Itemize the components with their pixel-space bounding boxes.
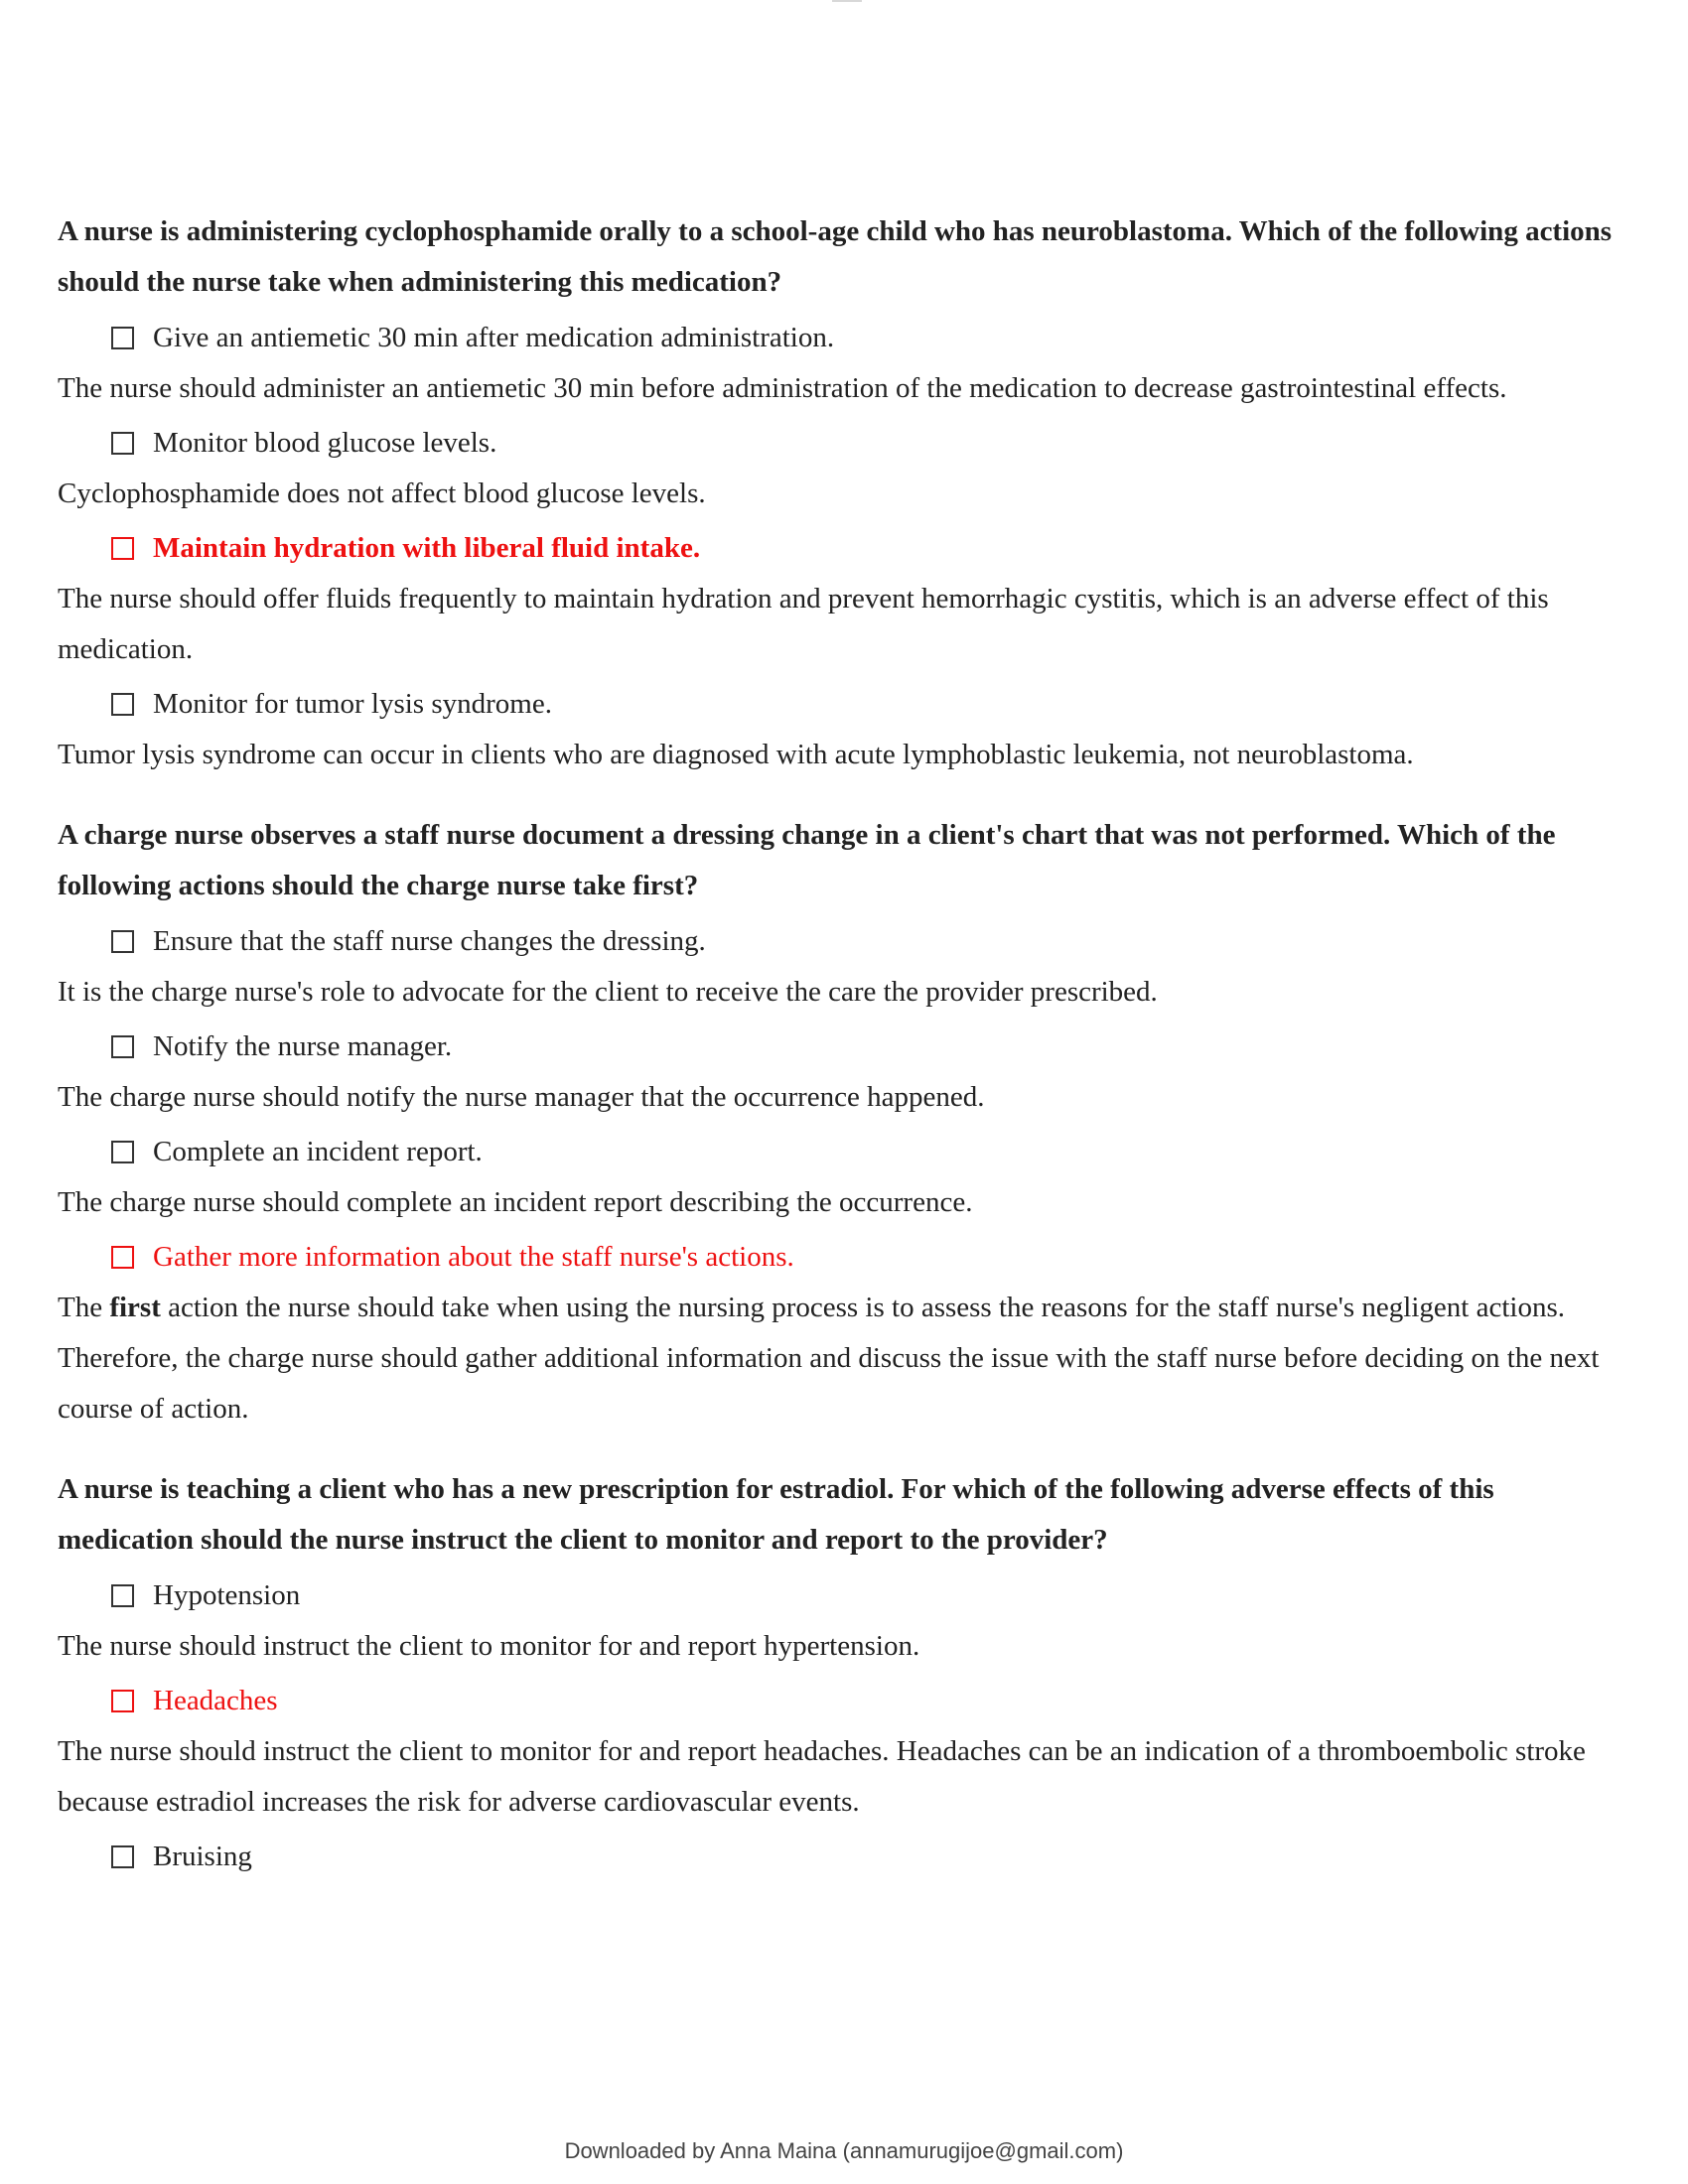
q1-option-2[interactable] — [111, 418, 1626, 469]
checkbox-icon[interactable] — [111, 1035, 134, 1058]
rationale-post: action the nurse should take when using the nursing process is to assess the reasons for the staff nurse's negligent actions. Therefore, the charge nurse should gather additional information and discuss the issue with the staff nurse before deciding on the next course of action. — [58, 1292, 1600, 1425]
question-3-text: A nurse is teaching a client who has a new prescription for estradiol. For which of the following adverse effects of this medication should the nurse instruct the client to monitor and report to the provider? — [58, 1473, 1494, 1556]
option-label: Maintain hydration with liberal fluid intake. — [153, 532, 701, 564]
checkbox-icon[interactable] — [111, 930, 134, 953]
checkbox-icon[interactable] — [111, 1584, 134, 1607]
checkbox-icon[interactable] — [111, 432, 134, 455]
question-2-text: A charge nurse observes a staff nurse document a dressing change in a client's chart that was not performed. Which of the following actions should the charge nurse take first? — [58, 819, 1556, 901]
question-block-1 — [58, 206, 1626, 780]
q3-option-1[interactable] — [111, 1570, 1626, 1621]
q1-rationale-4: Tumor lysis syndrome can occur in clients who are diagnosed with acute lymphoblastic leukemia, not neuroblastoma. — [58, 739, 1414, 770]
option-label: Bruising — [153, 1841, 252, 1872]
option-label: Hypotension — [153, 1579, 301, 1611]
checkbox-icon[interactable] — [111, 537, 134, 560]
q2-option-1[interactable] — [111, 916, 1626, 967]
option-label: Monitor blood glucose levels. — [153, 427, 497, 459]
option-label: Headaches — [153, 1685, 278, 1716]
document-content — [58, 206, 1626, 1912]
question-block-3 — [58, 1464, 1626, 1882]
q2-rationale-4 — [58, 1283, 1626, 1434]
q3-option-2-correct[interactable] — [111, 1676, 1626, 1726]
q2-option-3[interactable] — [111, 1127, 1626, 1177]
q1-option-3-correct[interactable] — [111, 523, 1626, 574]
top-mark — [832, 0, 862, 2]
q3-rationale-1: The nurse should instruct the client to monitor for and report hypertension. — [58, 1630, 920, 1662]
q2-rationale-3: The charge nurse should complete an incident report describing the occurrence. — [58, 1186, 973, 1218]
option-label: Monitor for tumor lysis syndrome. — [153, 688, 552, 720]
q2-option-2[interactable] — [111, 1022, 1626, 1072]
q1-rationale-1: The nurse should administer an antiemetic 30 min before administration of the medication to decrease gastrointestinal effects. — [58, 372, 1507, 404]
option-label: Ensure that the staff nurse changes the dressing. — [153, 925, 706, 957]
option-label: Notify the nurse manager. — [153, 1030, 453, 1062]
option-label: Gather more information about the staff nurse's actions. — [153, 1241, 794, 1273]
q1-rationale-2: Cyclophosphamide does not affect blood glucose levels. — [58, 478, 706, 509]
q1-option-1[interactable] — [111, 313, 1626, 363]
checkbox-icon[interactable] — [111, 1141, 134, 1163]
q2-option-4-correct[interactable] — [111, 1232, 1626, 1283]
option-label: Complete an incident report. — [153, 1136, 483, 1167]
question-1-text: A nurse is administering cyclophosphamide orally to a school-age child who has neuroblastoma. Which of the following actions should the nurse take when administering this medication? — [58, 215, 1613, 298]
rationale-emphasis: first — [109, 1292, 161, 1323]
checkbox-icon[interactable] — [111, 1690, 134, 1712]
option-label: Give an antiemetic 30 min after medication administration. — [153, 322, 835, 353]
rationale-pre: The — [58, 1292, 110, 1323]
checkbox-icon[interactable] — [111, 693, 134, 716]
q3-rationale-2: The nurse should instruct the client to monitor for and report headaches. Headaches can be an indication of a thromboembolic stroke because estradiol increases the risk for adverse cardiovascular events. — [58, 1735, 1586, 1818]
q2-rationale-1: It is the charge nurse's role to advocate for the client to receive the care the provider prescribed. — [58, 976, 1158, 1008]
q1-option-4[interactable] — [111, 679, 1626, 730]
q1-rationale-3: The nurse should offer fluids frequently to maintain hydration and prevent hemorrhagic cystitis, which is an adverse effect of this medication. — [58, 583, 1549, 665]
checkbox-icon[interactable] — [111, 1845, 134, 1868]
question-block-2 — [58, 810, 1626, 1434]
checkbox-icon[interactable] — [111, 327, 134, 349]
checkbox-icon[interactable] — [111, 1246, 134, 1269]
download-footer: Downloaded by Anna Maina (annamurugijoe@gmail.com) — [564, 2138, 1124, 2163]
q3-option-3[interactable] — [111, 1832, 1626, 1882]
q2-rationale-2: The charge nurse should notify the nurse manager that the occurrence happened. — [58, 1081, 985, 1113]
